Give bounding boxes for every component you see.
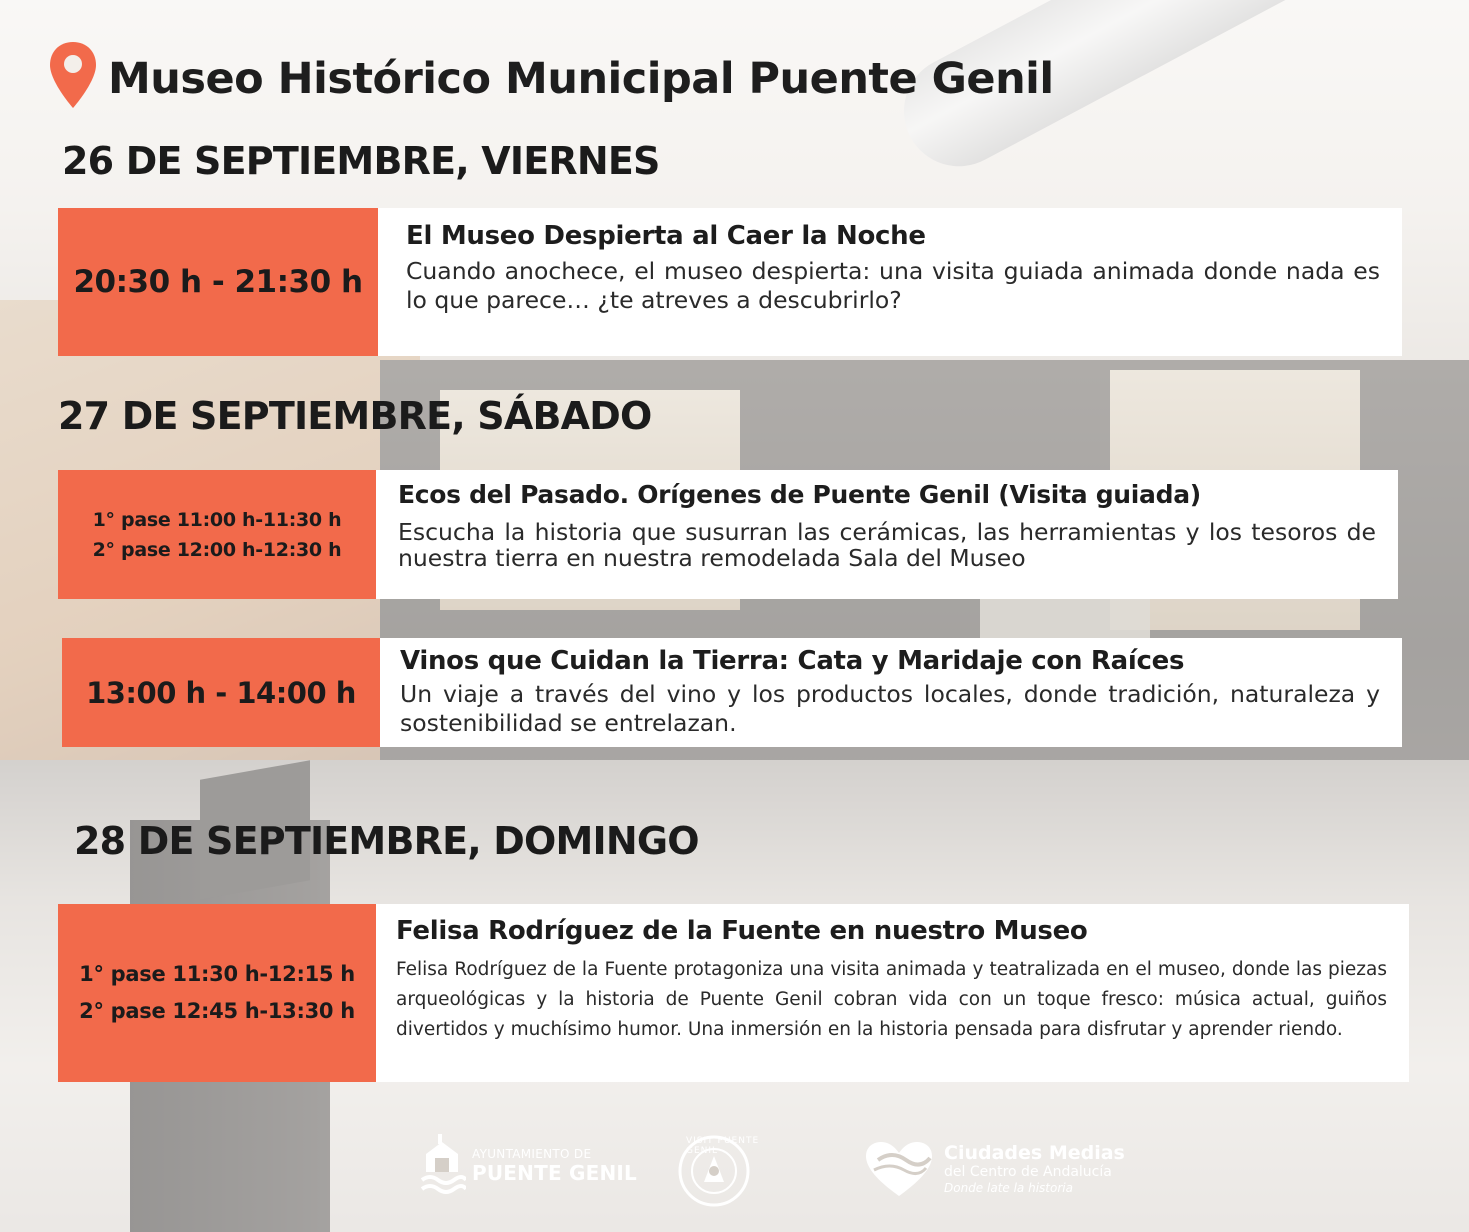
event-time xyxy=(58,470,376,599)
event-time xyxy=(58,208,378,356)
event-time xyxy=(58,904,376,1082)
event-title: El Museo Despierta al Caer la Noche xyxy=(406,221,926,251)
time-line: 20:30 h - 21:30 h xyxy=(73,264,363,300)
ayuntamiento-line2: PUENTE GENIL xyxy=(472,1160,637,1185)
event-title: Ecos del Pasado. Orígenes de Puente Genil (Visita guiada) xyxy=(398,480,1201,509)
event-title: Felisa Rodríguez de la Fuente en nuestro Museo xyxy=(396,916,1088,946)
event-time xyxy=(62,638,380,747)
time-line: 2° pase 12:45 h-13:30 h xyxy=(79,999,355,1023)
event-description: Escucha la historia que susurran las cerámicas, las herramientas y los tesoros de nuestra tierra en nuestra remodelada Sala del Museo xyxy=(398,518,1376,572)
time-line: 13:00 h - 14:00 h xyxy=(86,675,356,710)
ciudades-medias-line2: del Centro de Andalucía xyxy=(944,1164,1112,1180)
event-description: Cuando anochece, el museo despierta: una visita guiada animada donde nada es lo que parece… ¿te atreves a descubrirlo? xyxy=(406,257,1380,314)
event-title: Vinos que Cuidan la Tierra: Cata y Maridaje con Raíces xyxy=(400,646,1185,676)
time-line: 1° pase 11:00 h-11:30 h xyxy=(92,508,342,531)
ayuntamiento-logo xyxy=(418,1132,637,1198)
event-card-ecos-del-pasado xyxy=(58,470,1398,599)
event-description: Un viaje a través del vino y los productos locales, donde tradición, naturaleza y sostenibilidad se entrelazan. xyxy=(400,680,1380,737)
location-pin-icon xyxy=(48,40,98,110)
day-heading-viernes: 26 DE SEPTIEMBRE, VIERNES xyxy=(62,139,660,183)
visit-logo-text: VISIT PUENTE GENIL xyxy=(686,1136,760,1156)
event-card-vinos xyxy=(62,638,1402,747)
event-description: Felisa Rodríguez de la Fuente protagoniza una visita animada y teatralizada en el museo, donde las piezas arqueológicas y la historia de Puente Genil cobran vida con un toque fresco: música actual, guiños divertidos y muchísimo humor. Una inmersión en la historia pensada para disfrutar y aprender riendo. xyxy=(396,959,1387,1040)
visit-puente-genil-logo xyxy=(668,1134,760,1208)
ayuntamiento-line1: AYUNTAMIENTO DE xyxy=(472,1146,592,1161)
event-card-museo-despierta xyxy=(58,208,1402,356)
town-hall-logo-icon xyxy=(418,1132,466,1198)
event-card-felisa xyxy=(58,904,1409,1082)
page-title: Museo Histórico Municipal Puente Genil xyxy=(108,54,1054,104)
time-line: 1° pase 11:30 h-12:15 h xyxy=(79,962,355,986)
day-heading-domingo: 28 DE SEPTIEMBRE, DOMINGO xyxy=(74,819,699,863)
ciudades-medias-logo xyxy=(864,1140,1125,1198)
ciudades-medias-line1: Ciudades Medias xyxy=(944,1142,1125,1164)
heart-logo-icon xyxy=(864,1140,934,1198)
day-heading-sabado: 27 DE SEPTIEMBRE, SÁBADO xyxy=(58,394,652,438)
ciudades-medias-line3: Donde late la historia xyxy=(944,1181,1073,1195)
time-line: 2° pase 12:00 h-12:30 h xyxy=(92,538,342,561)
